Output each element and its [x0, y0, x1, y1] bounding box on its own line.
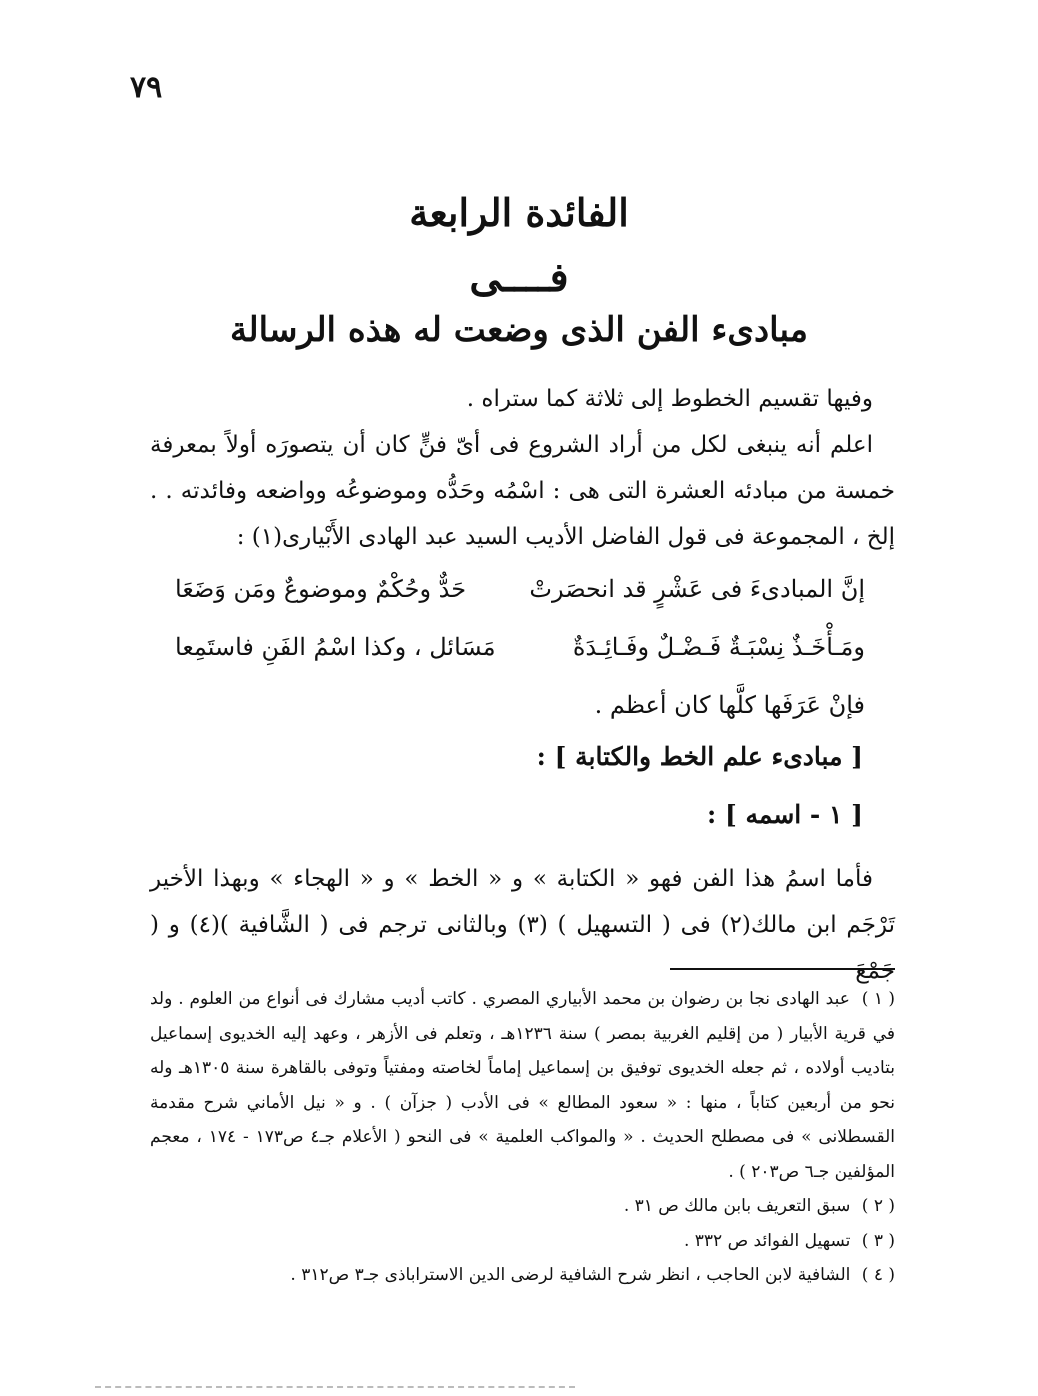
- verse-line-3: فإنْ عَرَفَها كلَّها كان أعظم .: [594, 691, 865, 719]
- footnote-text: تسهيل الفوائد ص ٣٣٢ .: [683, 1230, 851, 1251]
- verse-line-2: [175, 618, 865, 676]
- footnote-3: [150, 1224, 895, 1259]
- footnote-number: ( ١ ): [861, 989, 895, 1009]
- footnotes: [150, 982, 895, 1293]
- footnote-number: ( ٤ ): [861, 1265, 895, 1285]
- footnote-2: [150, 1189, 895, 1224]
- verse-hemistich: حَدٌّ وحُكْمٌ وموضوعٌ ومَن وَضَعَا: [175, 575, 467, 603]
- footnote-1: [150, 982, 895, 1189]
- section-heading-name: [ ١ - اسمه ] :: [707, 800, 863, 829]
- verse-hemistich: إنَّ المبادىءَ فى عَشْرٍ قد انحصَرتْ: [529, 575, 865, 603]
- page-number: ٧٩: [130, 70, 163, 105]
- footnote-separator: [670, 968, 895, 970]
- main-paragraph: اعلم أنه ينبغى لكل من أراد الشروع فى أىّ فنٍّ كان أن يتصورَه أولاً بمعرفة خمسة من مبادئه العشرة التى هى : اسْمُه وحَدُّه وموضوعُه وواضعه وفائدته . . إلخ ، المجموعة فى قول الفاضل الأديب السيد عبد الهادى الأَبْيارى(١) :: [150, 432, 895, 550]
- verse-hemistich: مَسَائل ، وكذا اسْمُ الفَنِ فاستَمِعا: [175, 633, 496, 661]
- footnote-number: ( ٣ ): [861, 1230, 895, 1251]
- footnote-number: ( ٢ ): [861, 1196, 895, 1216]
- footnote-text: الشافية لابن الحاجب ، انظر شرح الشافية لرضى الدين الاستراباذى جـ٣ ص٣١٢ .: [290, 1265, 851, 1285]
- name-paragraph: فأما اسمُ هذا الفن فهو « الكتابة » و « الخط » و « الهجاء » وبهذا الأخير تَرْجَم ابن مالك(٢) فى ( التسهيل ) (٣) وبالثانى ترجم فى ( الشَّافية )(٤) و ( جَمْعَ: [150, 866, 896, 984]
- chapter-subtitle: مبادىء الفن الذى وضعت له هذه الرسالة: [230, 310, 808, 350]
- footnote-text: عبد الهادى نجا بن رضوان بن محمد الأبياري المصري . كاتب أديب مشارك فى أنواع من العلوم . ولد في قرية الأبيار ( من إقليم الغربية بمصر ) سنة ١٢٣٦هـ ، وتعلم فى الأزهر ، وعهد إليه الخديوى إسماعيل بتاديب أولاده ، ثم جعله الخديوى توفيق بن إسماعيل إماماً لخاصته ومفتياً وتوفى بالقاهرة سنة ١٣٠٥هـ وله نحو من أربعين كتاباً ، منها : « سعود المطالع » فى الأدب ( جزآن ) . و « نيل الأماني شرح مقدمة القسطلانى » فى مصطلح الحديث . « والمواكب العلمية » فى النحو ( الأعلام جـ٤ ص١٧٣ - ١٧٤ ، معجم المؤلفين جـ٦ ص٢٠٣ ) .: [150, 989, 895, 1182]
- verse-hemistich: ومَـأْخَـذٌ نِسْبَـةٌ فَـضْـلٌ وفَـائِـدَةٌ: [572, 633, 865, 661]
- verse-line-1: [175, 560, 865, 618]
- chapter-connector: فــــى: [469, 254, 569, 301]
- intro-paragraph: وفيها تقسيم الخطوط إلى ثلاثة كما ستراه .: [466, 386, 873, 412]
- chapter-title: الفائدة الرابعة: [409, 190, 629, 235]
- poem-verse: [175, 560, 865, 734]
- section-heading-principles: [ مبادىء علم الخط والكتابة ] :: [536, 742, 863, 771]
- scan-edge-marks: [95, 1386, 575, 1391]
- footnote-text: سبق التعريف بابن مالك ص ٣١ .: [623, 1196, 851, 1216]
- footnote-4: [150, 1258, 895, 1293]
